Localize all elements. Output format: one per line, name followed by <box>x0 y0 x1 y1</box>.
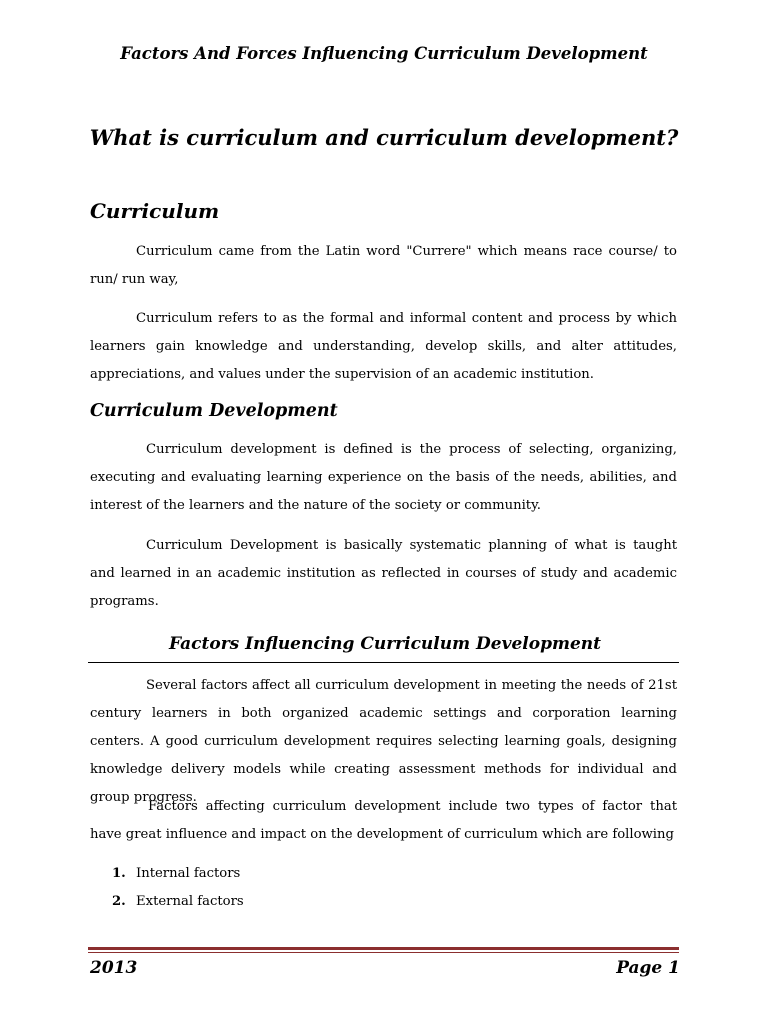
footer-page-number: Page 1 <box>616 958 680 978</box>
running-header: Factors And Forces Influencing Curriculum Development <box>120 44 648 63</box>
factors-list <box>112 860 244 916</box>
heading-curriculum-development: Curriculum Development <box>90 401 338 421</box>
paragraph-development-planning: Curriculum Development is basically systematic planning of what is taught and learned in an academic institution as reflected in courses of study and academic programs. <box>90 538 677 609</box>
footer-rule-thin <box>88 952 679 953</box>
footer-rule-thick <box>88 947 679 950</box>
list-item <box>112 888 244 916</box>
heading-curriculum: Curriculum <box>90 199 220 223</box>
document-title: What is curriculum and curriculum development? <box>89 125 679 150</box>
list-item-text: Internal factors <box>136 866 241 881</box>
list-item-number: 1. <box>112 866 126 881</box>
footer-year: 2013 <box>90 958 138 978</box>
heading-underline-rule <box>88 662 679 663</box>
list-item-number: 2. <box>112 894 126 909</box>
heading-factors: Factors Influencing Curriculum Development <box>169 634 601 654</box>
paragraph-factors-types: Factors affecting curriculum development include two types of factor that have great influence and impact on the development of curriculum which are following <box>90 799 677 842</box>
list-item-text: External factors <box>136 894 244 909</box>
list-item <box>112 860 244 888</box>
paragraph-curriculum-origin: Curriculum came from the Latin word "Currere" which means race course/ to run/ run way, <box>90 244 677 287</box>
paragraph-curriculum-definition: Curriculum refers to as the formal and informal content and process by which learners gain knowledge and understanding, develop skills, and alter attitudes, appreciations, and values under the supervision of an academic institution. <box>90 311 677 382</box>
paragraph-factors-intro: Several factors affect all curriculum development in meeting the needs of 21st century learners in both organized academic settings and corporation learning centers. A good curriculum development requires selecting learning goals, designing knowledge delivery models while creating assessment methods for individual and group progress. <box>90 678 677 805</box>
paragraph-development-definition: Curriculum development is defined is the process of selecting, organizing, executing and evaluating learning experience on the basis of the needs, abilities, and interest of the learners and the nature of the society or community. <box>90 442 677 513</box>
